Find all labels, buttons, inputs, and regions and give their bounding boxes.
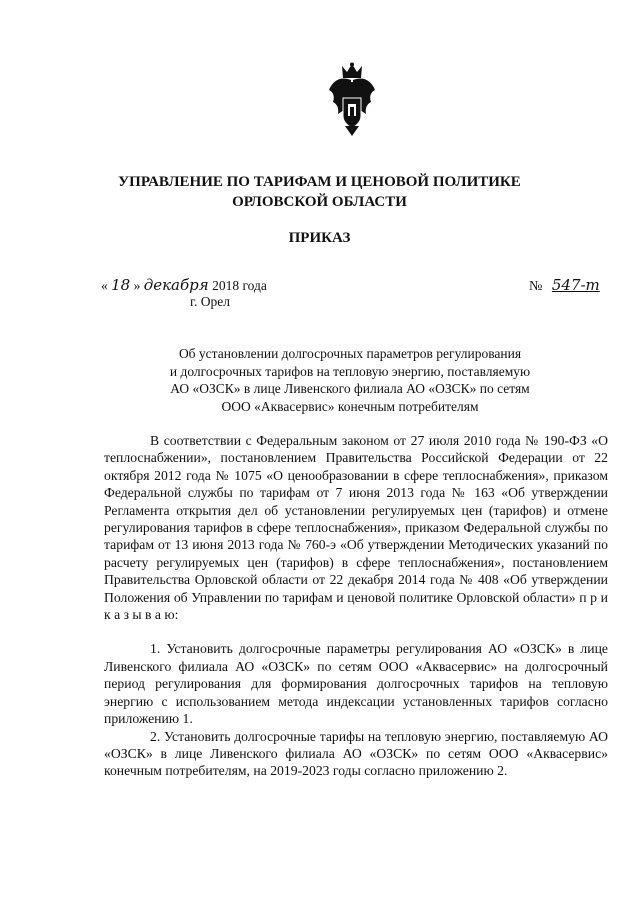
order-body <box>104 432 608 780</box>
document-city: г. Орел <box>190 294 230 309</box>
organization-title-line2: ОРЛОВСКОЙ ОБЛАСТИ <box>232 194 407 210</box>
subject-line: ООО «Аквасервис» конечным потребителям <box>221 398 479 414</box>
document-number <box>529 276 600 295</box>
number-label: № <box>529 279 543 294</box>
number-value: 547-т <box>551 276 600 294</box>
document-type: ПРИКАЗ <box>288 230 351 246</box>
order-item-2: 2. Установить долгосрочные тарифы на тепловую энергию, поставляемую АО «ОЗСК» в лице Ливенского филиала АО «ОЗСК» по сетям ООО «Аквасервис» конечным потребителям, на 2019-2023 годы согласно приложению 2. <box>104 728 608 779</box>
date-day: 18 <box>111 276 131 294</box>
organization-title-line1: УПРАВЛЕНИЕ ПО ТАРИФАМ И ЦЕНОВОЙ ПОЛИТИКЕ <box>118 174 521 190</box>
date-year: 2018 года <box>212 278 267 293</box>
date-close-quote: » <box>133 278 141 293</box>
organization-title <box>0 172 639 212</box>
order-subject <box>130 345 570 415</box>
subject-line: Об установлении долгосрочных параметров регулирования <box>178 346 522 361</box>
document-date <box>101 276 267 294</box>
date-open-quote: « <box>101 278 108 293</box>
date-month: декабря <box>143 276 209 294</box>
order-item-1: 1. Установить долгосрочные параметры регулирования АО «ОЗСК» в лице Ливенского филиала АО «ОЗСК» по сетям ООО «Аквасервис» на долгосрочный период регулирования для формирования долгосрочных тарифов на тепловую энергию с использованием метода индексации установленных тарифов согласно приложению 1. <box>104 641 608 727</box>
coat-of-arms-icon <box>327 62 377 138</box>
preamble-paragraph: В соответствии с Федеральным законом от 27 июля 2010 года № 190-ФЗ «О теплоснабжении», постановлением Правительства Российской Федерации от 22 октября 2012 года № 1075 «О ценообразовании в сфере теплоснабжения», приказом Федеральной службы по тарифам от 7 июня 2013 года № 163 «Об утверждении Регламента открытия дел об установлении регулируемых цен (тарифов) и отмене регулирования тарифов в сфере теплоснабжения», приказом Федеральной службы по тарифам от 13 июня 2013 года № 760-э «Об утверждении Методических указаний по расчету регулируемых цен (тарифов) в сфере теплоснабжения», постановлением Правительства Орловской области от 22 декабря 2014 года № 408 «Об утверждении Положения об Управлении по тарифам и ценовой политике Орловской области» п р и к а з ы в а ю: <box>104 433 608 623</box>
subject-line: АО «ОЗСК» в лице Ливенского филиала АО «ОЗСК» по сетям <box>170 381 530 396</box>
subject-line: и долгосрочных тарифов на тепловую энергию, поставляемую <box>169 363 531 379</box>
